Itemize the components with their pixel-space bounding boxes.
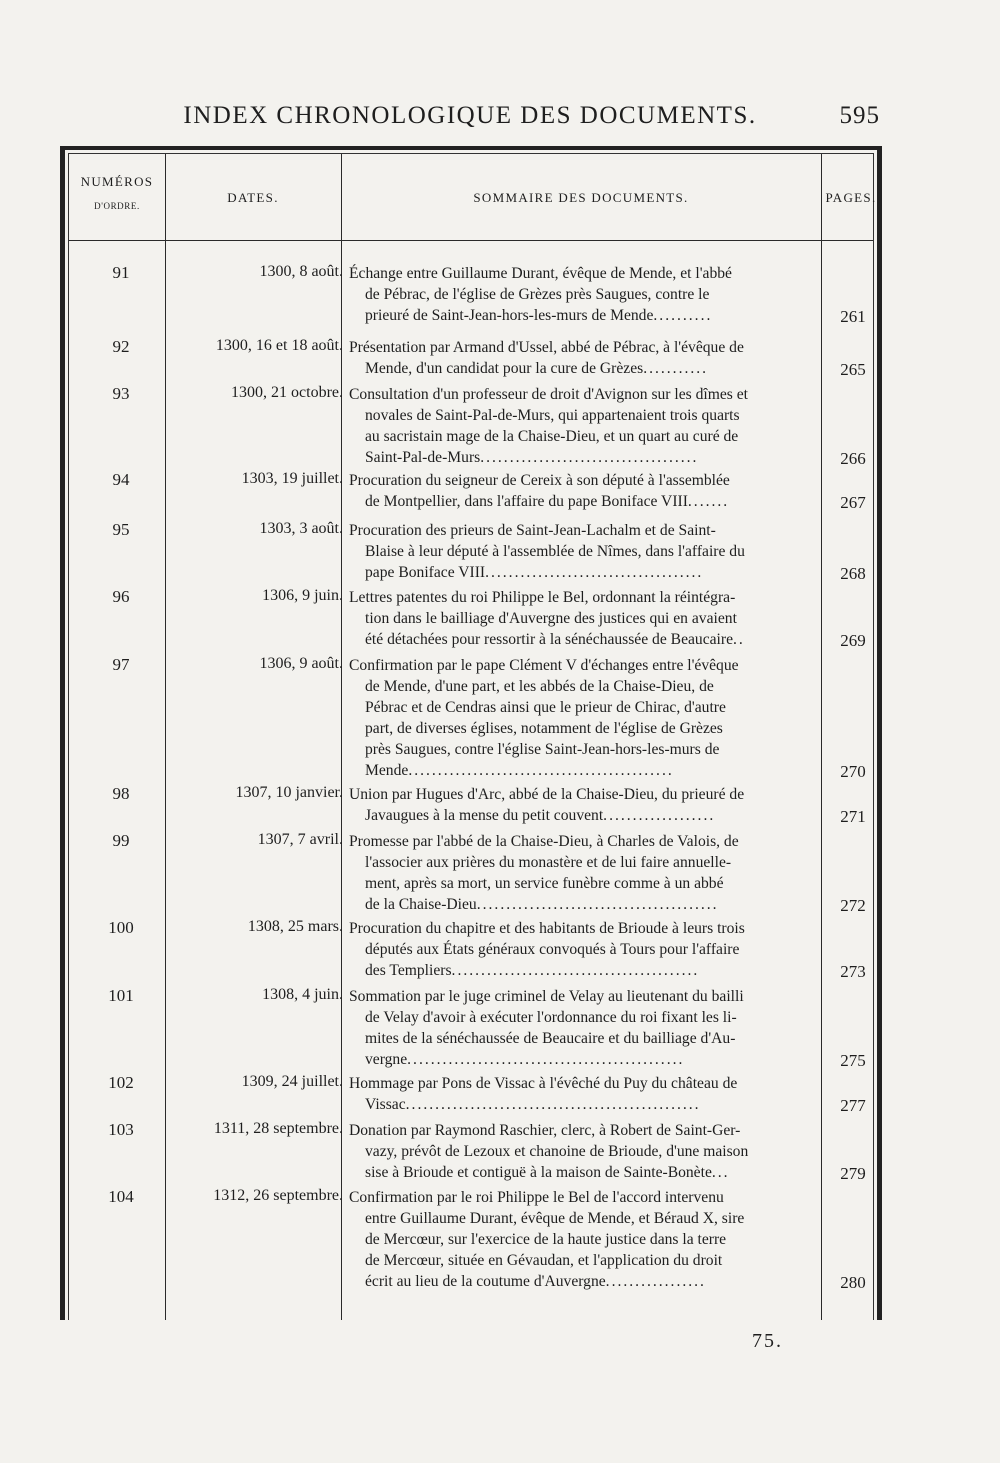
summary-line: Lettres patentes du roi Philippe le Bel, ordonnant la réintégra- (349, 589, 736, 606)
row-page: 272 (840, 896, 866, 915)
summary-line: tion dans le bailliage d'Auvergne des justices qui en avaient (365, 610, 737, 627)
row-date: 1308, 25 mars. (247, 918, 343, 935)
row-summary (349, 520, 821, 583)
running-head (60, 100, 880, 134)
leader-dots: ................... (603, 807, 716, 824)
row-date: 1307, 10 janvier. (235, 784, 343, 801)
summary-line: de Mende, d'une part, et les abbés de la Chaise-Dieu, de (365, 678, 714, 695)
leader-dots: ............................................. (408, 762, 674, 779)
summary-line: vazy, prévôt de Lezoux et chanoine de Brioude, d'une maison (365, 1143, 749, 1160)
row-number: 103 (108, 1120, 134, 1139)
page-number: 595 (839, 102, 880, 129)
signature-mark: 75. (752, 1330, 783, 1352)
row-date: 1306, 9 août. (259, 655, 343, 672)
summary-line: Mende, d'un candidat pour la cure de Grèzes........... (365, 360, 709, 377)
row-page: 279 (840, 1164, 866, 1183)
header-pages: PAGES. (825, 190, 877, 205)
summary-line: Pébrac et de Cendras ainsi que le prieur de Chirac, d'autre (365, 699, 726, 716)
row-summary (349, 986, 821, 1070)
column-rule-sommaire (821, 154, 822, 1320)
row-summary (349, 655, 821, 781)
row-summary (349, 470, 821, 512)
summary-line: Sommation par le juge criminel de Velay au lieutenant du bailli (349, 988, 744, 1005)
summary-line: Promesse par l'abbé de la Chaise-Dieu, à Charles de Valois, de (349, 833, 739, 850)
summary-line: pape Boniface VIII..................................... (365, 564, 704, 581)
row-summary (349, 831, 821, 915)
leader-dots: .. (733, 631, 745, 648)
summary-line: ment, après sa mort, un service funèbre comme à un abbé (365, 875, 724, 892)
summary-line: Consultation d'un professeur de droit d'Avignon sur les dîmes et (349, 386, 749, 403)
summary-line: entre Guillaume Durant, évêque de Mende, et Béraud X, sire (365, 1210, 745, 1227)
summary-line: sise à Brioude et contiguë à la maison de Sainte-Bonète... (365, 1164, 730, 1181)
summary-line: Javaugues à la mense du petit couvent................... (365, 807, 716, 824)
column-rule-dates (341, 154, 342, 1320)
summary-line: prieuré de Saint-Jean-hors-les-murs de Mende.......... (365, 307, 713, 324)
header-rule (69, 240, 873, 241)
summary-line: novales de Saint-Pal-de-Murs, qui appartenaient trois quarts (365, 407, 740, 424)
summary-line: de Montpellier, dans l'affaire du pape Boniface VIII....... (365, 493, 730, 510)
summary-line: Confirmation par le roi Philippe le Bel de l'accord intervenu (349, 1189, 724, 1206)
row-page: 261 (840, 307, 866, 326)
leader-dots: ............................................... (407, 1051, 685, 1068)
row-page: 267 (840, 493, 866, 512)
row-number: 92 (112, 337, 130, 356)
header-ordre: D'ORDRE. (94, 201, 140, 211)
summary-line: de la Chaise-Dieu......................................... (365, 896, 719, 913)
leader-dots: ................. (605, 1273, 706, 1290)
row-date: 1300, 16 et 18 août. (215, 337, 343, 354)
summary-line: été détachées pour ressortir à la sénéchaussée de Beaucaire.. (365, 631, 745, 648)
summary-line: Procuration des prieurs de Saint-Jean-Lachalm et de Saint- (349, 522, 716, 539)
summary-line: des Templiers.......................................... (365, 962, 700, 979)
row-page: 271 (840, 807, 866, 826)
summary-line: l'associer aux prières du monastère et de lui faire annuelle- (365, 854, 732, 871)
summary-line: Présentation par Armand d'Ussel, abbé de Pébrac, à l'évêque de (349, 339, 744, 356)
summary-line: de Velay d'avoir à exécuter l'ordonnance du roi fixant les li- (365, 1009, 737, 1026)
row-date: 1300, 21 octobre. (231, 384, 343, 401)
row-date: 1303, 3 août. (259, 520, 343, 537)
summary-line: vergne............................................... (365, 1051, 685, 1068)
row-page: 280 (840, 1273, 866, 1292)
row-summary (349, 587, 821, 650)
leader-dots: ........... (643, 360, 709, 377)
summary-line: Confirmation par le pape Clément V d'échanges entre l'évêque (349, 657, 739, 674)
row-number: 100 (108, 918, 134, 937)
row-summary (349, 337, 821, 379)
summary-line: Blaise à leur député à l'assemblée de Nîmes, dans l'affaire du (365, 543, 745, 560)
row-date: 1312, 26 septembre. (213, 1187, 343, 1204)
row-summary (349, 918, 821, 981)
row-page: 265 (840, 360, 866, 379)
summary-line: écrit au lieu de la coutume d'Auvergne................. (365, 1273, 706, 1290)
row-number: 98 (112, 784, 130, 803)
row-number: 94 (112, 470, 130, 489)
row-summary (349, 784, 821, 826)
row-date: 1303, 19 juillet. (241, 470, 343, 487)
leader-dots: .......... (653, 307, 713, 324)
row-page: 268 (840, 564, 866, 583)
row-date: 1309, 24 juillet. (241, 1073, 343, 1090)
leader-dots: .......................................... (451, 962, 700, 979)
summary-line: près Saugues, contre l'église Saint-Jean-hors-les-murs de (365, 741, 720, 758)
row-number: 91 (112, 263, 130, 282)
row-summary (349, 1187, 821, 1292)
row-page: 266 (840, 449, 866, 468)
leader-dots: ... (711, 1164, 730, 1181)
row-number: 96 (112, 587, 130, 606)
header-sommaire: SOMMAIRE DES DOCUMENTS. (473, 190, 689, 205)
summary-line: Union par Hugues d'Arc, abbé de la Chaise-Dieu, du prieuré de (349, 786, 745, 803)
row-page: 270 (840, 762, 866, 781)
row-number: 99 (112, 831, 130, 850)
leader-dots: ..................................... (480, 449, 699, 466)
summary-line: de Mercœur, sur l'exercice de la haute justice dans la terre (365, 1231, 727, 1248)
summary-line: part, de diverses églises, notamment de l'église de Grèzes (365, 720, 723, 737)
row-page: 273 (840, 962, 866, 981)
row-number: 95 (112, 520, 130, 539)
index-table (60, 146, 882, 1320)
summary-line: Donation par Raymond Raschier, clerc, à Robert de Saint-Ger- (349, 1122, 741, 1139)
row-date: 1306, 9 juin. (262, 587, 343, 604)
row-number: 97 (112, 655, 130, 674)
running-title: INDEX CHRONOLOGIQUE DES DOCUMENTS. (183, 102, 757, 129)
header-dates: DATES. (227, 190, 279, 205)
summary-line: de Pébrac, de l'église de Grèzes près Saugues, contre le (365, 286, 710, 303)
summary-line: Procuration du seigneur de Cereix à son député à l'assemblée (349, 472, 730, 489)
table-body (68, 153, 877, 1320)
row-summary (349, 384, 821, 468)
leader-dots: ......................................... (476, 896, 719, 913)
header-numeros: NUMÉROS (80, 174, 154, 189)
row-number: 93 (112, 384, 130, 403)
row-summary (349, 1120, 821, 1183)
row-number: 101 (108, 986, 134, 1005)
row-number: 102 (108, 1073, 134, 1092)
leader-dots: .................................................. (405, 1096, 701, 1113)
row-date: 1307, 7 avril. (257, 831, 343, 848)
summary-line: Procuration du chapitre et des habitants de Brioude à leurs trois (349, 920, 745, 937)
summary-line: Échange entre Guillaume Durant, évêque de Mende, et l'abbé (349, 265, 732, 282)
leader-dots: ..................................... (485, 564, 704, 581)
summary-line: Hommage par Pons de Vissac à l'évêché du Puy du château de (349, 1075, 738, 1092)
summary-line: de Mercœur, située en Gévaudan, et l'application du droit (365, 1252, 723, 1269)
row-page: 277 (840, 1096, 866, 1115)
row-date: 1308, 4 juin. (262, 986, 343, 1003)
row-date: 1311, 28 septembre. (213, 1120, 343, 1137)
row-date: 1300, 8 août. (259, 263, 343, 280)
column-rule-numeros (165, 154, 166, 1320)
summary-line: Saint-Pal-de-Murs..................................... (365, 449, 699, 466)
row-number: 104 (108, 1187, 134, 1206)
summary-line: Mende............................................. (365, 762, 674, 779)
summary-line: députés aux États généraux convoqués à Tours pour l'affaire (365, 941, 740, 958)
row-page: 269 (840, 631, 866, 650)
row-summary (349, 1073, 821, 1115)
row-summary (349, 263, 821, 326)
summary-line: Vissac.................................................. (365, 1096, 701, 1113)
row-page: 275 (840, 1051, 866, 1070)
summary-line: mites de la sénéchaussée de Beaucaire et du bailliage d'Au- (365, 1030, 736, 1047)
summary-line: au sacristain mage de la Chaise-Dieu, et un quart au curé de (365, 428, 739, 445)
leader-dots: ....... (687, 493, 730, 510)
